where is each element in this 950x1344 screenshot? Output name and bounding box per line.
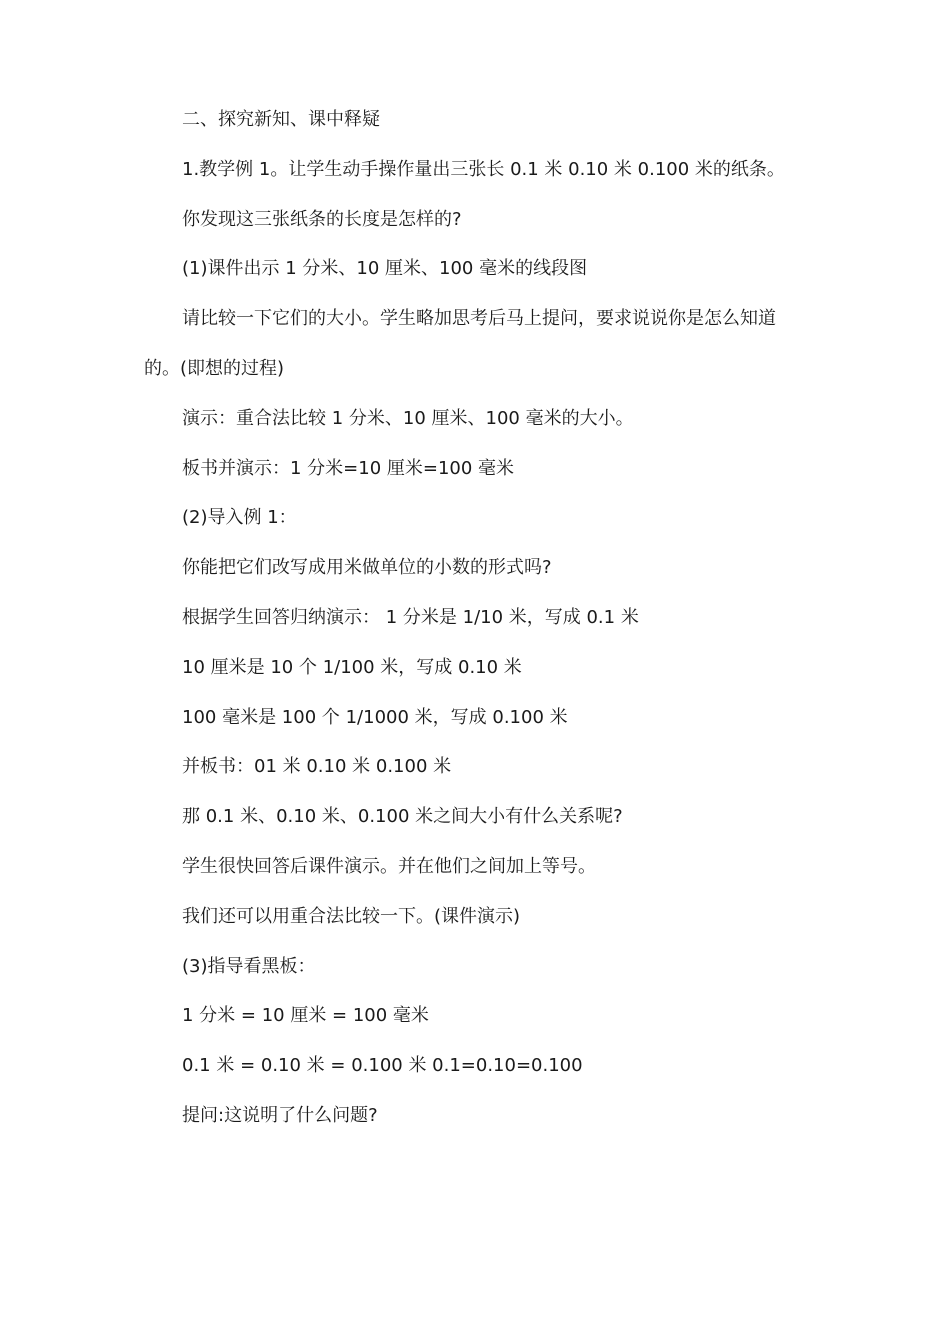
paragraph-line: 学生很快回答后课件演示。并在他们之间加上等号。 xyxy=(182,855,596,877)
paragraph-line: 100 毫米是 100 个 1/1000 米，写成 0.100 米 xyxy=(182,706,568,728)
paragraph-line: 0.1 米 = 0.10 米 = 0.100 米 0.1=0.10=0.100 xyxy=(182,1055,583,1077)
paragraph-line: 1.教学例 1。让学生动手操作量出三张长 0.1 米 0.10 米 0.100 米的纸条。 xyxy=(182,158,785,180)
paragraph-line-continuation: 的。(即想的过程) xyxy=(144,357,285,379)
section-heading: 二、探究新知、课中释疑 xyxy=(182,109,380,130)
paragraph-line: 提问:这说明了什么问题? xyxy=(182,1104,378,1126)
paragraph-line: (2)导入例 1： xyxy=(182,507,297,529)
paragraph-line: 我们还可以用重合法比较一下。(课件演示) xyxy=(182,905,521,927)
document-body xyxy=(144,106,824,1152)
paragraph-line: 你发现这三张纸条的长度是怎样的? xyxy=(182,208,462,230)
paragraph-line: 10 厘米是 10 个 1/100 米，写成 0.10 米 xyxy=(182,656,522,678)
paragraph-line: 那 0.1 米、0.10 米、0.100 米之间大小有什么关系呢? xyxy=(182,806,623,828)
paragraph-line: 板书并演示：1 分米=10 厘米=100 毫米 xyxy=(182,457,515,479)
paragraph-line: 请比较一下它们的大小。学生略加思考后马上提问，要求说说你是怎么知道 xyxy=(182,308,776,330)
paragraph-line: 你能把它们改写成用米做单位的小数的形式吗? xyxy=(182,557,552,579)
paragraph-line: 1 分米 = 10 厘米 = 100 毫米 xyxy=(182,1005,429,1027)
paragraph-line: 并板书：01 米 0.10 米 0.100 米 xyxy=(182,756,452,778)
paragraph-line: 根据学生回答归纳演示： 1 分米是 1/10 米，写成 0.1 米 xyxy=(182,606,639,628)
paragraph-line: (1)课件出示 1 分米、10 厘米、100 毫米的线段图 xyxy=(182,258,588,280)
paragraph-line: (3)指导看黑板： xyxy=(182,955,316,977)
paragraph-line: 演示：重合法比较 1 分米、10 厘米、100 毫米的大小。 xyxy=(182,407,634,429)
